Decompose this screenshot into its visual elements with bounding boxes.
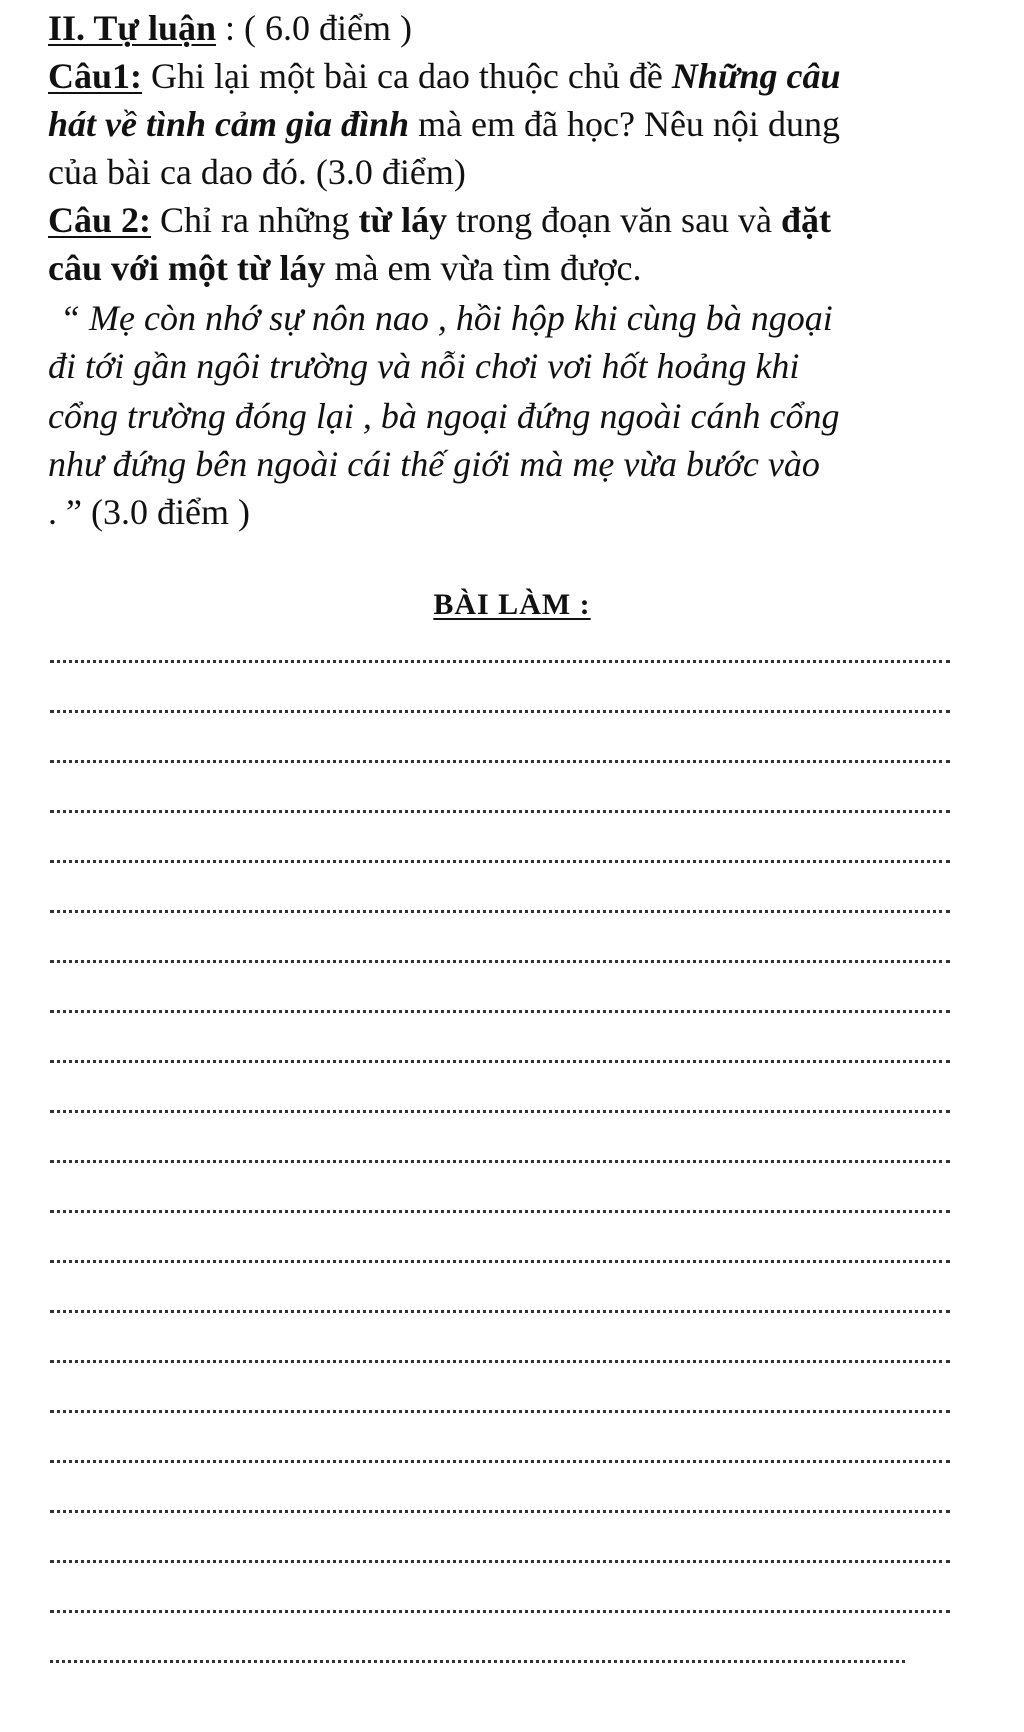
section-title xyxy=(48,6,412,50)
answer-heading xyxy=(0,588,1024,622)
section-title-prefix: II. Tự luận xyxy=(48,8,217,48)
section-title-suffix: : ( 6.0 điểm ) xyxy=(216,8,412,48)
quote-end: . ” (3.0 điểm ) xyxy=(48,492,250,532)
question-1-line-3 xyxy=(48,150,466,194)
question-1-line-2 xyxy=(48,102,840,146)
question-2-task: câu với một từ láy xyxy=(48,248,326,288)
answer-line xyxy=(50,910,950,913)
question-1-points: của bài ca dao đó. (3.0 điểm) xyxy=(48,152,466,192)
question-1-topic-cont: hát về tình cảm gia đình xyxy=(48,104,410,144)
answer-line xyxy=(50,960,950,963)
question-2-text-cont: mà em vừa tìm được. xyxy=(325,248,642,288)
question-2-line-1 xyxy=(48,198,831,242)
answer-line xyxy=(50,1610,950,1613)
answer-line xyxy=(50,1160,950,1163)
answer-line xyxy=(50,1460,950,1463)
question-1-text: Ghi lại một bài ca dao thuộc chủ đề xyxy=(142,56,672,96)
answer-line xyxy=(50,1560,950,1563)
question-2-text-b: trong đoạn văn sau và xyxy=(447,200,782,240)
answer-line xyxy=(50,1060,950,1063)
question-2-label: Câu 2: xyxy=(48,200,152,240)
answer-line xyxy=(50,1660,905,1663)
quote-line-1: “ Mẹ còn nhớ sự nôn nao , hồi hộp khi cùng bà ngoại xyxy=(60,298,833,338)
quote-line-3: cổng trường đóng lại , bà ngoại đứng ngoài cánh cổng xyxy=(48,396,840,436)
question-1-topic: Những câu xyxy=(671,56,841,96)
question-2-keyword: từ láy xyxy=(358,200,448,240)
question-2-text: Chỉ ra những xyxy=(151,200,359,240)
answer-line xyxy=(50,1210,950,1213)
answer-line xyxy=(50,710,950,713)
answer-line xyxy=(50,1310,950,1313)
quote-line-2: đi tới gần ngôi trường và nỗi chơi vơi hốt hoảng khi xyxy=(48,346,800,386)
question-2-keyword-b: đặt xyxy=(781,200,832,240)
answer-line xyxy=(50,860,950,863)
quote-line-4: như đứng bên ngoài cái thế giới mà mẹ vừa bước vào xyxy=(48,444,820,484)
question-2-line-2 xyxy=(48,246,642,290)
answer-heading-text: BÀI LÀM : xyxy=(433,588,591,621)
question-1-line-1 xyxy=(48,54,840,98)
answer-line xyxy=(50,1110,950,1113)
answer-line xyxy=(50,1260,950,1263)
answer-line xyxy=(50,1010,950,1013)
question-1-label: Câu1: xyxy=(48,56,143,96)
answer-line xyxy=(50,660,950,663)
answer-line xyxy=(50,760,950,763)
question-1-text-cont: mà em đã học? Nêu nội dung xyxy=(409,104,840,144)
answer-line xyxy=(50,1510,950,1513)
answer-line xyxy=(50,1410,950,1413)
answer-line xyxy=(50,810,950,813)
answer-line xyxy=(50,1360,950,1363)
